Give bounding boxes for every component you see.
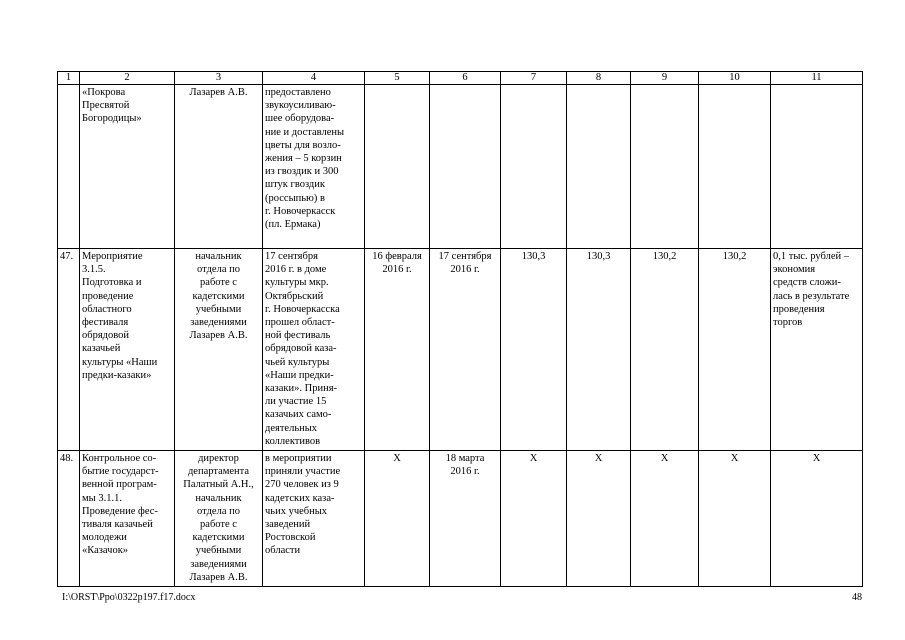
column-header: 9 <box>631 72 699 85</box>
responsible-cell: Лазарев А.В. <box>175 85 263 249</box>
result-cell: в мероприятии приняли участие 270 человек из 9 кадетских каза- чьих учебных заведений Ростовской области <box>263 451 365 587</box>
planned-date-cell: Х <box>365 451 430 587</box>
column-header: 1 <box>58 72 80 85</box>
table-cell <box>699 85 771 249</box>
column-header: 7 <box>501 72 567 85</box>
column-header: 6 <box>430 72 501 85</box>
column-header: 2 <box>80 72 175 85</box>
responsible-cell: директор департамента Палатный А.Н., начальник отдела по работе с кадетскими учебными заведениями Лазарев А.В. <box>175 451 263 587</box>
column-header: 11 <box>771 72 863 85</box>
result-cell: 17 сентября 2016 г. в доме культуры мкр. Октябрьский г. Новочеркасска прошел област- ной фестиваль обрядовой каза- чьей культуры «Наши предки- казаки». Приня- ли участие 15 казачьих само- деятельных коллективов <box>263 249 365 451</box>
amount-cell: 130,2 <box>699 249 771 451</box>
table-cell <box>430 85 501 249</box>
amount-cell: 130,3 <box>501 249 567 451</box>
note-cell: Х <box>771 451 863 587</box>
table-cell <box>365 85 430 249</box>
page-number: 48 <box>852 592 862 603</box>
table-cell <box>501 85 567 249</box>
table-cell <box>631 85 699 249</box>
note-cell: 0,1 тыс. рублей – экономия средств сложи- лась в результате проведения торгов <box>771 249 863 451</box>
column-header: 4 <box>263 72 365 85</box>
file-path: I:\ORST\Ppo\0322p197.f17.docx <box>62 592 196 603</box>
column-header: 8 <box>567 72 631 85</box>
actual-date-cell: 18 марта 2016 г. <box>430 451 501 587</box>
event-name-cell: «Покрова Пресвятой Богородицы» <box>80 85 175 249</box>
table-cell <box>567 85 631 249</box>
amount-cell: Х <box>631 451 699 587</box>
row-number-cell: 48. <box>58 451 80 587</box>
event-name-cell: Мероприятие 3.1.5. Подготовка и проведение областного фестиваля обрядовой казачьей культуры «Наши предки-казаки» <box>80 249 175 451</box>
planned-date-cell: 16 февраля 2016 г. <box>365 249 430 451</box>
responsible-cell: начальник отдела по работе с кадетскими учебными заведениями Лазарев А.В. <box>175 249 263 451</box>
amount-cell: Х <box>567 451 631 587</box>
column-header: 3 <box>175 72 263 85</box>
column-header: 5 <box>365 72 430 85</box>
table-cell <box>771 85 863 249</box>
amount-cell: 130,2 <box>631 249 699 451</box>
amount-cell: Х <box>501 451 567 587</box>
actual-date-cell: 17 сентября 2016 г. <box>430 249 501 451</box>
column-header: 10 <box>699 72 771 85</box>
table-header-row <box>58 72 863 85</box>
row-number-cell: 47. <box>58 249 80 451</box>
result-cell: предоставлено звукоусиливаю- шее оборудова- ние и доставлены цветы для возло- жения – 5 корзин из гвоздик и 300 штук гвоздик (россыпью) в г. Новочеркасск (пл. Ермака) <box>263 85 365 249</box>
amount-cell: Х <box>699 451 771 587</box>
amount-cell: 130,3 <box>567 249 631 451</box>
table-row <box>58 85 863 249</box>
event-name-cell: Контрольное со- бытие государст- венной програм- мы 3.1.1. Проведение фес- тиваля казачьей молодежи «Казачок» <box>80 451 175 587</box>
table-row <box>58 249 863 451</box>
row-number-cell <box>58 85 80 249</box>
table-row <box>58 451 863 587</box>
report-table <box>57 71 863 587</box>
